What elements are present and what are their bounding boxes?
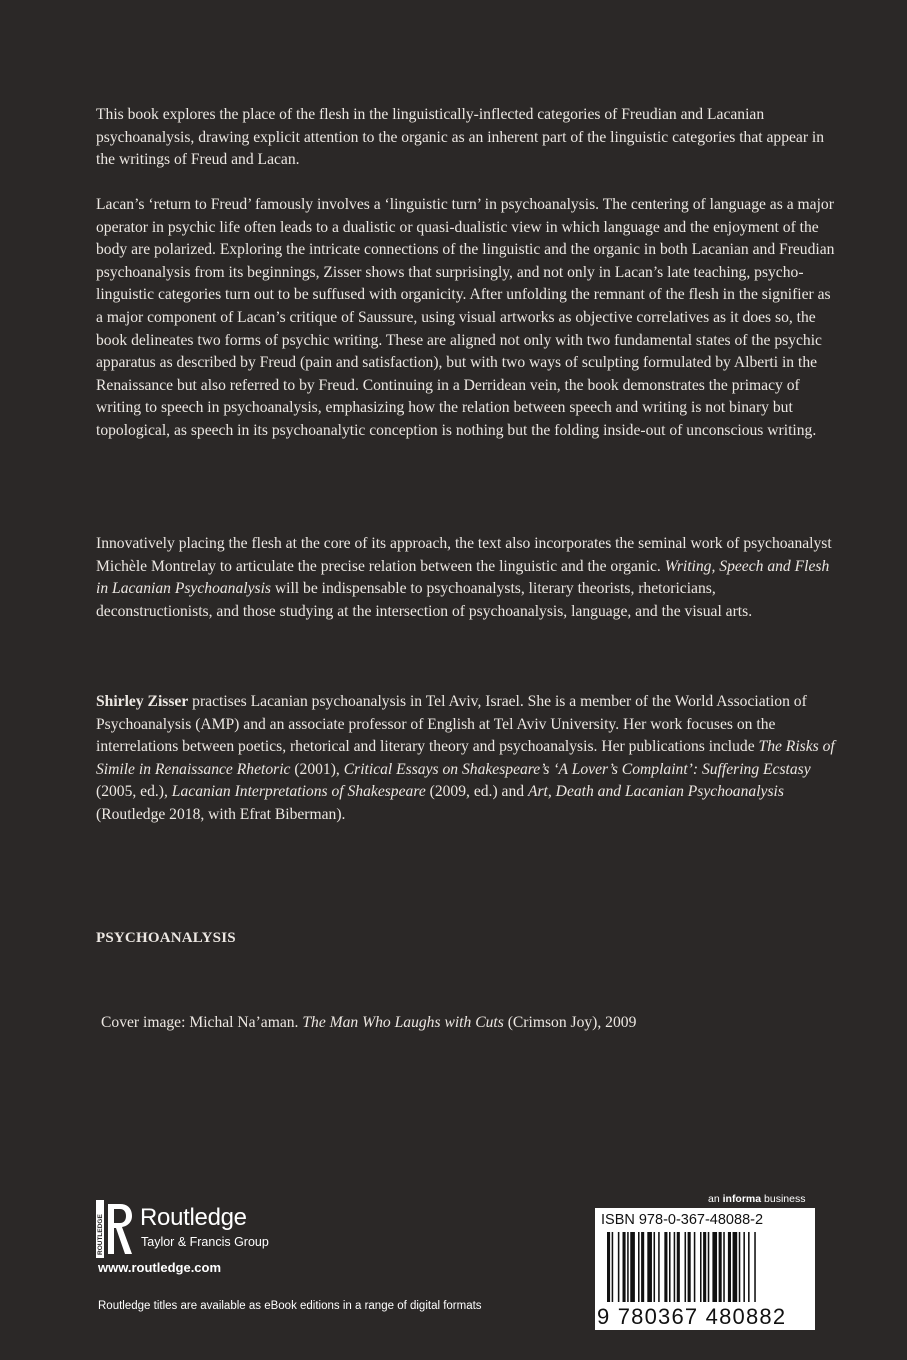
isbn-barcode: [595, 1208, 815, 1330]
barcode-bar: [688, 1232, 691, 1302]
informa-brand: informa: [722, 1193, 762, 1205]
author-name: Shirley Zisser: [96, 693, 189, 710]
publication-title: Art, Death and Lacanian Psychoanalysis: [527, 783, 784, 801]
bio-text: (2005, ed.),: [96, 783, 172, 801]
description-paragraph-1: This book explores the place of the flesh in the linguistically-inflected categories of Freudian and Lacanian psychoanalysis, drawing explicit attention to the organic as an inherent part of the linguistic categories that appear in the writings of Freud and Lacan.: [96, 106, 825, 169]
credit-tail: (Crimson Joy), 2009: [503, 1014, 637, 1031]
subject-category: PSYCHOANALYSIS: [96, 930, 236, 946]
barcode-bar: [641, 1232, 644, 1302]
bio-text: (Routledge 2018, with Efrat Biberman).: [96, 805, 346, 823]
barcode-bar: [623, 1232, 626, 1302]
credit-lead: Cover image: Michal Na’aman.: [101, 1014, 303, 1031]
barcode-bar: [748, 1232, 750, 1302]
barcode-bar: [728, 1232, 731, 1302]
publisher-website: www.routledge.com: [98, 1260, 222, 1275]
artwork-title: The Man Who Laughs with Cuts: [302, 1014, 504, 1031]
bio-text: (2001),: [290, 760, 344, 778]
barcode-bar: [669, 1232, 671, 1302]
barcode-digits: 9 780367 480882: [597, 1304, 787, 1329]
barcode-bar: [677, 1232, 680, 1302]
barcode-bar: [712, 1232, 717, 1302]
barcode-bar: [719, 1232, 722, 1302]
routledge-r-icon: [96, 1200, 136, 1258]
barcode-bar: [674, 1232, 676, 1302]
barcode-bars: [607, 1232, 807, 1302]
barcode-bar: [638, 1232, 640, 1302]
book-title: Writing, Speech and Flesh in Lacanian Psychoanalysis: [96, 557, 830, 598]
publisher-group: Taylor & Francis Group: [141, 1235, 269, 1249]
barcode-bar: [685, 1232, 687, 1302]
barcode-bar: [694, 1232, 696, 1302]
publication-title: The Risks of Simile in Renaissance Rhetoric: [96, 738, 835, 778]
bio-text: practises Lacanian psychoanalysis in Tel Aviv, Israel. She is a member of the World Association of Psychoanalysis (AMP) and an associate professor of English at Tel Aviv University. Her work focuses on the interrelations between poetics, rhetorical and literary theory and psychoanalysis. Her publications include: [96, 693, 807, 756]
publisher-name: Routledge: [140, 1204, 247, 1231]
barcode-bar: [700, 1232, 702, 1302]
barcode-bar: [743, 1232, 745, 1302]
informa-prefix: an: [708, 1193, 723, 1205]
publication-title: Lacanian Interpretations of Shakespeare: [171, 783, 426, 801]
barcode-bar: [658, 1232, 660, 1302]
barcode-bar: [618, 1232, 620, 1302]
paragraph-3-tail: will be indispensable to psychoanalysts, literary theorists, rhetoricians, deconstructionists, and those studying at the intersection of psychoanalysis, language, and the visual arts.: [96, 580, 753, 620]
barcode-bar: [647, 1232, 652, 1302]
bio-text: (2009, ed.) and: [425, 783, 528, 801]
barcode-bar: [654, 1232, 656, 1302]
barcode-bar: [607, 1232, 610, 1302]
ebook-note: Routledge titles are available as eBook editions in a range of digital formats: [98, 1300, 482, 1312]
publication-title: Critical Essays on Shakespeare’s ‘A Lover’s Complaint’: Suffering Ecstasy: [343, 760, 811, 778]
barcode-bar: [733, 1232, 738, 1302]
barcode-bar: [703, 1232, 706, 1302]
author-bio: [96, 691, 836, 827]
barcode-bar: [630, 1232, 635, 1302]
barcode-bar: [739, 1232, 741, 1302]
informa-suffix: business: [761, 1193, 806, 1205]
barcode-bar: [627, 1232, 629, 1302]
description-paragraph-2: Lacan’s ‘return to Freud’ famously involves a ‘linguistic turn’ in psychoanalysis. The centering of language as a major operator in psychic life often leads to a dualistic or quasi-dualistic view in which language and the enjoyment of the body are polarized. Exploring the intricate connections of the linguistic and the organic in both Lacanian and Freudian psychoanalysis from its beginnings, Zisser shows that surprisingly, and not only in Lacan’s late teaching, psycho-linguistic categories turn out to be suffused with organicity. After unfolding the remnant of the flesh in the signifier as a major component of Lacan’s critique of Saussure, using visual artworks as objective correlatives as it does so, the book delineates two forms of psychic writing. These are aligned not only with two fundamental states of the psychic apparatus as described by Freud (pain and satisfaction), but with two ways of sculpting formulated by Alberti in the Renaissance but also referred to by Freud. Continuing in a Derridean vein, the book demonstrates the primacy of writing to speech in psychoanalysis, emphasizing how the relation between speech and writing is not binary but topological, as speech in its psychoanalytic conception is nothing but the folding inside-out of unconscious writing.: [96, 196, 835, 439]
logo-side-text: ROUTLEDGE: [97, 1214, 104, 1255]
barcode-bar: [612, 1232, 614, 1302]
paragraph-3-lead: Innovatively placing the flesh at the core of its approach, the text also incorporates the seminal work of psychoanalyst Michèle Montrelay to articulate the precise relation between the linguistic and the organic.: [96, 535, 832, 575]
barcode-bar: [754, 1232, 756, 1302]
routledge-logo: [96, 1200, 296, 1260]
isbn-label: ISBN 978-0-367-48088-2: [601, 1212, 764, 1228]
description-paragraph-3: [96, 533, 836, 623]
barcode-bar: [723, 1232, 725, 1302]
informa-tagline: [708, 1193, 805, 1205]
cover-credit: [101, 1014, 636, 1032]
barcode-bar: [708, 1232, 710, 1302]
barcode-bar: [664, 1232, 667, 1302]
